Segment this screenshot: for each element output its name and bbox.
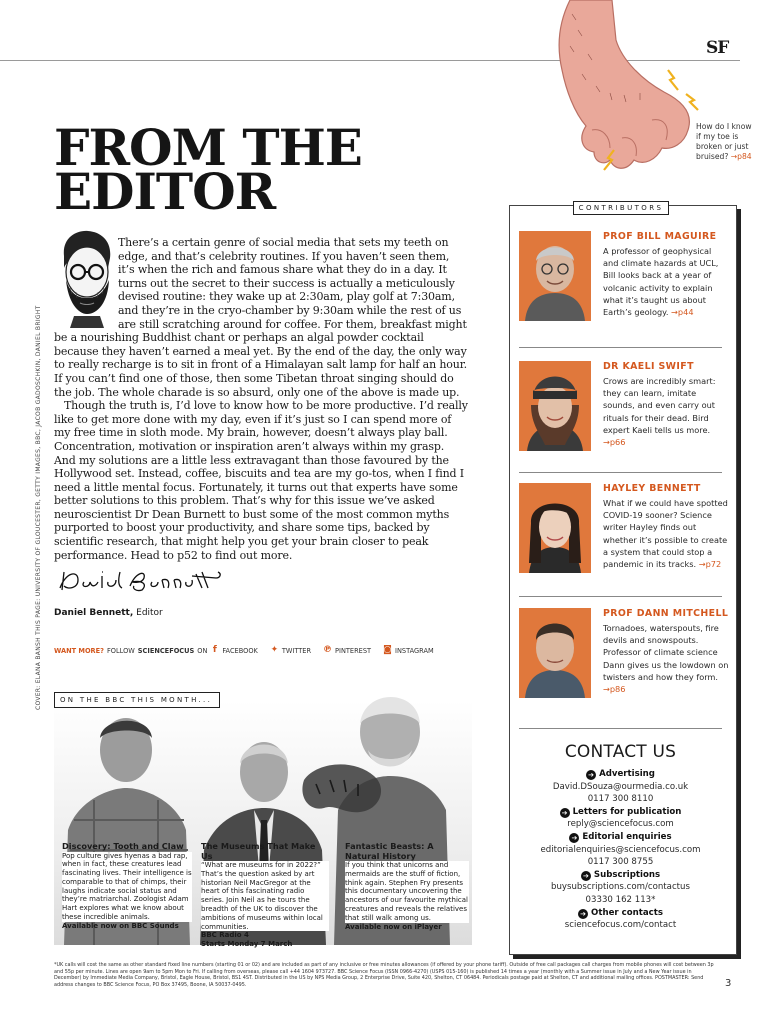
arrow-icon: ➔: [578, 909, 588, 919]
contact-editorial-email[interactable]: editorialenquiries@sciencefocus.com: [540, 844, 701, 855]
contributor-photo: [519, 483, 591, 573]
page-title: [54, 118, 474, 221]
contact-letters-email[interactable]: reply@sciencefocus.com: [567, 819, 674, 830]
bbc-item-title: The Museums That Make Us: [201, 841, 316, 861]
contact-subscriptions-phone: 03330 162 113*: [585, 894, 656, 905]
contact-subscriptions-heading: ➔ Subscriptions: [519, 869, 722, 882]
bbc-item-body: Pop culture gives hyenas a bad rap, when in fact, these creatures lead fascinating lives. Their intelligence is comparable to that of chimps, their laughs indicate social status and they’re matriarchal. Zoologist Adam Hart explores what we know about these incredible animals.: [62, 851, 192, 922]
pinterest-icon[interactable]: ℗: [323, 645, 333, 655]
contributor-desc: Tornadoes, waterspouts, fire devils and snowspouts. Professor of climate science Dann gives us the lowdown on twisters and how they form. →p86: [603, 623, 729, 695]
contact-subscriptions-url[interactable]: buysubscriptions.com/contactus: [551, 882, 690, 893]
arrow-icon: ➔: [560, 808, 570, 818]
social-follow-bar: [54, 646, 434, 655]
bbc-item-availability: Available now on BBC Sounds: [62, 921, 179, 930]
instagram-icon[interactable]: ◙: [383, 645, 392, 655]
legal-footnote: *UK calls will cost the same as other standard fixed line numbers (starting 01 or 02) and are included as part of any inclusive or free minutes allowances (if offered by your phone tariff). Outside of free call packages call charges from mobile phones will cost between 3p and 55p per minute. Lines are open 9am to 5pm Mon to Fri. If calling from overseas, please call +44 1604 973727. BBC Science Focus (ISSN 0966-4270) (USPS 015-160) is published 14 times a year (monthly with a Summer issue in July and a New Year issue in December) by Immediate Media Company, Bristol, Eagle House, Bristol, BS1 4ST. Distributed in the US by NPS Media Group, 2 Enterprise Drive, Suite 420, Shelton, CT 06484. Periodicals postage paid at Shelton, CT and additional mailing offices. POSTMASTER: Send address changes to BBC Science Focus, PO Box 37495, Boone, IA 50037-0495.: [54, 962, 714, 988]
page-title-line1: FROM THE: [54, 118, 362, 177]
follow-brand: SCIENCEFOCUS: [137, 646, 195, 655]
follow-label: FOLLOW: [106, 646, 135, 655]
bbc-item-availability: Starts Monday 7 March: [201, 940, 293, 949]
contributor-photo: [519, 231, 591, 321]
brand-logo: SF: [706, 38, 729, 58]
contributor-photo: [519, 361, 591, 451]
pinterest-link[interactable]: PINTEREST: [335, 646, 372, 655]
portrait-spacer: [54, 236, 118, 330]
contact-editorial-heading: ➔ Editorial enquiries: [519, 831, 722, 844]
contributor-divider: [519, 596, 722, 597]
bbc-item-channel: BBC Radio 4: [201, 931, 249, 940]
arrow-icon: ➔: [569, 833, 579, 843]
twitter-icon[interactable]: ✦: [270, 645, 279, 655]
contact-editorial-phone: 0117 300 8755: [587, 857, 654, 868]
contributor-name: PROF BILL MAGUIRE: [603, 231, 717, 242]
contributor-name: HAYLEY BENNETT: [603, 483, 701, 494]
instagram-link[interactable]: INSTAGRAM: [395, 646, 434, 655]
contact-list: [519, 768, 722, 932]
bbc-item-availability: Available now on iPlayer: [345, 922, 442, 931]
contributor-desc: A professor of geophysical and climate hazards at UCL, Bill looks back at a year of volcanic activity to explain what it’s taught us about Earth’s geology. →p44: [603, 246, 719, 318]
bbc-item-title: Fantastic Beasts: A Natural History: [345, 841, 434, 861]
toe-teaser-question: How do I know if my toe is broken or just bruised?: [696, 122, 752, 161]
contributor-desc: What if we could have spotted COVID-19 sooner? Science writer Hayley finds out whether it’s possible to create a system that could stop a pandemic in its tracks. →p72: [603, 498, 728, 570]
contributor-name: PROF DANN MITCHELL: [603, 608, 729, 619]
editor-letter-para2: Though the truth is, I’d love to know how to be more productive. I’d really like to get more done with my day, even if it’s just so I can spend more of my free time in sloth mode. My brain, however, doesn’t always play ball. Concentration, motivation or inspiration aren’t always within my grasp. And my solutions are a little less extravagant than those favoured by the Hollywood set. Instead, coffee, biscuits and tea are my go-tos, when I find I need a little mental focus. Fortunately, it turns out that experts have some better solutions to this problem. That’s why for this issue we’ve asked neuroscientist Dr Dean Burnett to bust some of the most common myths purported to boost your productivity, and share some tips, backed by scientific research, that might help you get your brain closer to peak performance. Head to p52 to find out more.: [54, 399, 468, 562]
editor-letter-body: [54, 236, 468, 562]
editor-sign-off: [54, 608, 163, 618]
toe-teaser-ref[interactable]: →p84: [730, 152, 752, 161]
want-more-label: WANT MORE?: [54, 646, 104, 655]
bbc-item-fantastic-beasts[interactable]: [345, 842, 469, 931]
bbc-item-body: “What are museums for in 2022?” That’s the question asked by art historian Neil MacGregor at the heart of this fascinating radio series. Join Neil as he tours the breadth of the UK to discover the ambitions of museums within local communities.: [201, 861, 329, 931]
contributor-divider: [519, 472, 722, 473]
foot-illustration: [552, 0, 702, 190]
editor-letter-para1: There’s a certain genre of social media that sets my teeth on edge, and that’s celebrity routines. If you haven’t seen them, it’s when the rich and famous share what they do in a day. It turns out the secret to their success is actually a meticulously devised routine: they wake up at 2:30am, play golf at 7:30am, and they’re in the cryo-chamber by 9:30am while the rest of us are still scratching around for coffee. For them, breakfast might be a nourishing Buddhist chant or perhaps an algal powder cocktail because they haven’t earned a meal yet. By the end of the day, the only way to really recharge is to sit in front of a Himalayan salt lamp for half an hour. If you can’t find one of those, then some Tibetan throat singing should do the job. The whole charade is so absurd, only one of the above is made up.: [54, 236, 467, 399]
follow-on-label: ON: [197, 646, 208, 655]
contact-advertising-phone: 0117 300 8110: [587, 794, 654, 805]
contributor-desc: Crows are incredibly smart: they can learn, imitate sounds, and even carry out rituals for their dead. Bird expert Kaeli tells us more. →p66: [603, 376, 716, 448]
twitter-link[interactable]: TWITTER: [281, 646, 312, 655]
editor-letter: [54, 228, 474, 562]
contact-letters-heading: ➔ Letters for publication: [519, 806, 722, 819]
editor-signature: [56, 566, 226, 596]
contact-advertising-heading: ➔ Advertising: [519, 768, 722, 781]
contact-other-heading: ➔ Other contacts: [519, 907, 722, 920]
toe-teaser[interactable]: [696, 122, 756, 162]
bbc-item-title: Discovery: Tooth and Claw: [62, 841, 184, 851]
bbc-item-museums[interactable]: [201, 842, 329, 949]
contributor-divider: [519, 347, 722, 348]
editor-name: Daniel Bennett,: [54, 608, 134, 618]
page-number: 3: [725, 978, 732, 989]
bbc-item-discovery[interactable]: [62, 842, 192, 931]
editor-role: Editor: [133, 608, 163, 618]
contributor-page-ref[interactable]: →p86: [603, 684, 626, 695]
contributor-page-ref[interactable]: →p72: [698, 559, 722, 570]
contact-advertising-email[interactable]: David.DSouza@ourmedia.co.uk: [552, 781, 689, 792]
facebook-link[interactable]: FACEBOOK: [222, 646, 258, 655]
arrow-icon: ➔: [586, 770, 596, 780]
bbc-section-tag: ON THE BBC THIS MONTH...: [54, 692, 220, 708]
contributor-name: DR KAELI SWIFT: [603, 361, 694, 372]
page-title-line2: EDITOR: [54, 162, 276, 221]
contributor-photo: [519, 608, 591, 698]
contributor-page-ref[interactable]: →p66: [603, 437, 626, 448]
contact-other-url[interactable]: sciencefocus.com/contact: [564, 920, 677, 931]
facebook-icon[interactable]: f: [212, 645, 217, 655]
contributor-page-ref[interactable]: →p44: [671, 307, 694, 318]
contact-title: CONTACT US: [564, 742, 677, 762]
contact-divider: [519, 728, 722, 729]
contributors-tag: CONTRIBUTORS: [573, 201, 669, 215]
arrow-icon: ➔: [581, 871, 591, 881]
image-credits: COVER: ELANA BANSH THIS PAGE: UNIVERSITY OF GLOUCESTER, GETTY IMAGES, BBC, JACOB GADOSCHKIN, DANIEL BRIGHT: [35, 305, 42, 710]
bbc-item-body: If you think that unicorns and mermaids are the stuff of fiction, think again. Stephen Fry presents this documentary uncovering the ancestors of our favourite mythical creatures and reveals the relatives that still walk among us.: [345, 861, 468, 922]
